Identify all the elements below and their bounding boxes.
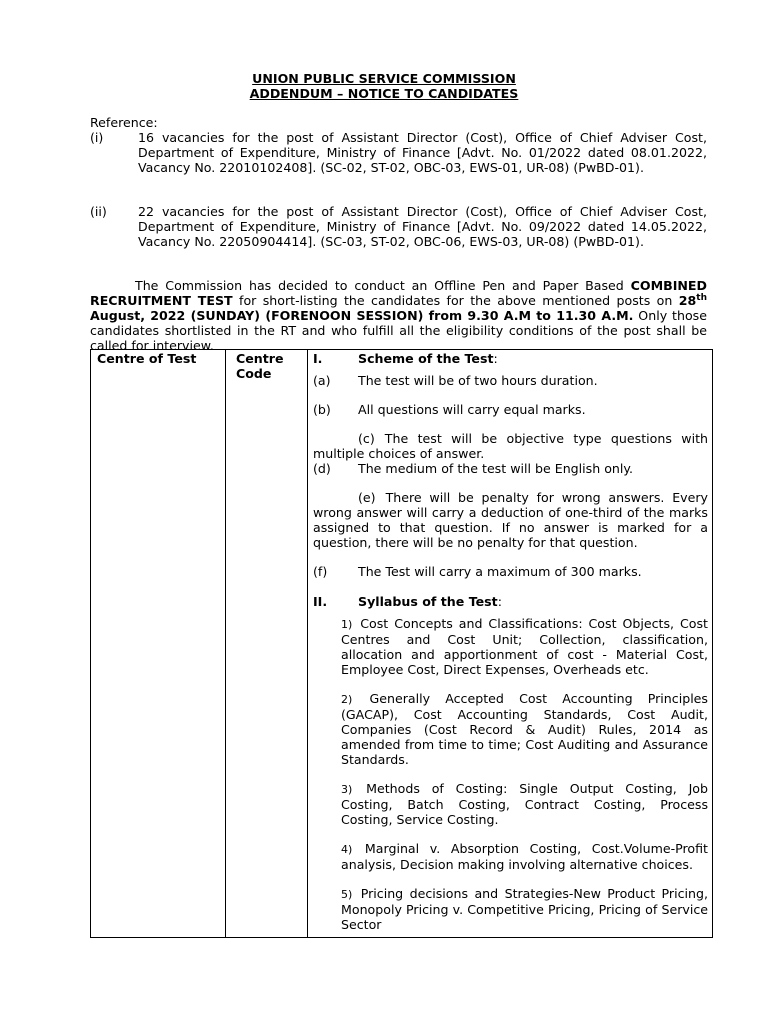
reference-number: (ii) xyxy=(90,204,107,219)
intro-text: for short-listing the candidates for the above mentioned posts on xyxy=(232,293,679,308)
test-name: COMBINED RECRUITMENT TEST xyxy=(90,278,707,308)
reference-item xyxy=(90,204,707,249)
test-details-cell xyxy=(313,351,708,946)
syllabus-item: 1) Cost Concepts and Classifications: Cost Objects, Cost Centres and Cost Unit; Collection, classification, allocation and apportionment of cost - Material Cost, Employee Cost, Direct Expenses, Overheads etc. xyxy=(341,616,708,677)
scheme-item: (c) The test will be objective type questions with multiple choices of answer. xyxy=(313,431,708,461)
section-number: II. xyxy=(313,594,328,609)
section-title: Scheme of the Test xyxy=(358,351,494,366)
syllabus-item: 5) Pricing decisions and Strategies-New Product Pricing, Monopoly Pricing v. Competitive Pricing, Pricing of Service Sector xyxy=(341,886,708,932)
commission-title: UNION PUBLIC SERVICE COMMISSION xyxy=(252,71,516,86)
centre-of-test-header: Centre of Test xyxy=(97,351,197,366)
intro-text: Only those candidates shortlisted in the RT and who fulfill all the eligibility conditions of the post shall be called for interview. xyxy=(90,308,707,353)
scheme-item: (d) The medium of the test will be English only. xyxy=(313,461,634,476)
scheme-item: (a) The test will be of two hours duration. xyxy=(313,373,598,388)
test-date-suffix: th xyxy=(696,293,708,303)
scheme-item: (e) There will be penalty for wrong answers. Every wrong answer will carry a deduction of one-third of the marks assigned to that question. If no answer is marked for a question, there will be no penalty for that question. xyxy=(313,490,708,550)
test-date-day: 28 xyxy=(678,293,697,308)
addendum-title: ADDENDUM – NOTICE TO CANDIDATES xyxy=(249,86,519,101)
scheme-heading: I. Scheme of the Test: xyxy=(313,351,498,366)
section-number: I. xyxy=(313,351,323,366)
test-date-session: August, 2022 (SUNDAY) (FORENOON SESSION) from 9.30 A.M to 11.30 A.M. xyxy=(90,308,634,323)
intro-paragraph xyxy=(90,278,707,353)
syllabus-heading: II. Syllabus of the Test: xyxy=(313,594,502,609)
test-details-table xyxy=(90,349,713,938)
syllabus-item: 3) Methods of Costing: Single Output Costing, Job Costing, Batch Costing, Contract Costing, Process Costing, Service Costing. xyxy=(341,781,708,827)
centre-code-header: Centre Code xyxy=(236,351,284,381)
column-divider xyxy=(225,350,226,937)
reference-text: 16 vacancies for the post of Assistant Director (Cost), Office of Chief Adviser Cost, Department of Expenditure, Ministry of Finance [Advt. No. 01/2022 dated 08.01.2022, Vacancy No. 22010102408]. (SC-02, ST-02, OBC-03, EWS-01, UR-08) (PwBD-01). xyxy=(138,130,707,175)
section-title: Syllabus of the Test xyxy=(358,594,498,609)
syllabus-item: 4) Marginal v. Absorption Costing, Cost.Volume-Profit analysis, Decision making involving alternative choices. xyxy=(341,841,708,872)
scheme-item: (f) The Test will carry a maximum of 300 marks. xyxy=(313,564,642,579)
reference-text: 22 vacancies for the post of Assistant Director (Cost), Office of Chief Adviser Cost, Department of Expenditure, Ministry of Finance [Advt. No. 09/2022 dated 14.05.2022, Vacancy No. 22050904414]. (SC-03, ST-02, OBC-06, EWS-03, UR-08) (PwBD-01). xyxy=(138,204,707,249)
column-divider xyxy=(307,350,308,937)
reference-label: Reference: xyxy=(90,115,158,130)
intro-text: The Commission has decided to conduct an Offline Pen and Paper Based xyxy=(135,278,631,293)
reference-number: (i) xyxy=(90,130,104,145)
syllabus-item: 2) Generally Accepted Cost Accounting Principles (GACAP), Cost Accounting Standards, Cost Audit, Companies (Cost Record & Audit) Rules, 2014 as amended from time to time; Cost Auditing and Assurance Standards. xyxy=(341,691,708,767)
reference-item xyxy=(90,130,707,175)
scheme-item: (b) All questions will carry equal marks. xyxy=(313,402,586,417)
